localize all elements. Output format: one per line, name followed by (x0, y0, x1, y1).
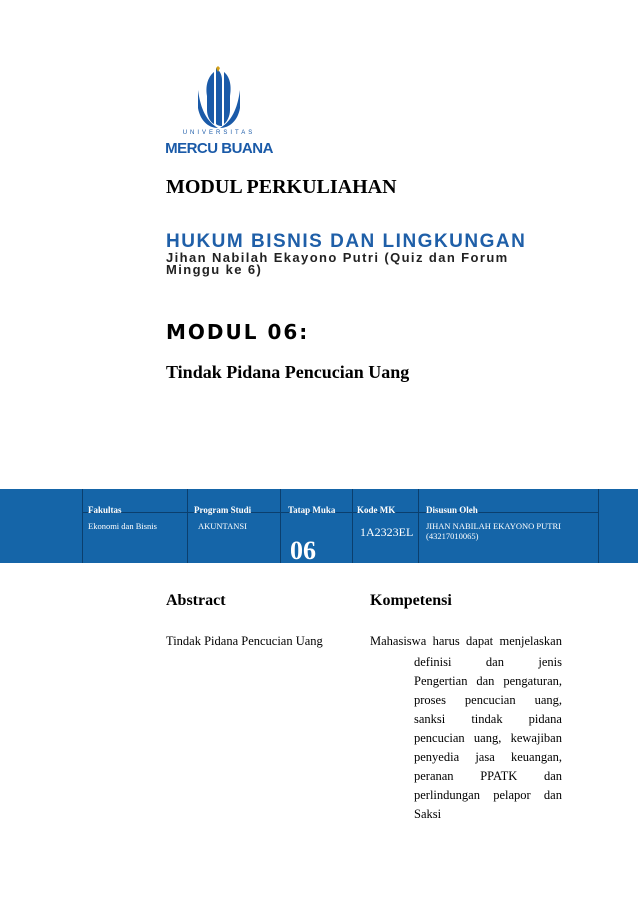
column-divider (187, 489, 188, 563)
kompetensi-word: dan (543, 769, 562, 783)
kompetensi-line (414, 672, 562, 691)
kompetensi-word: dan (543, 788, 562, 802)
modul-topic: Tindak Pidana Pencucian Uang (166, 362, 410, 382)
column-divider (598, 489, 599, 563)
disusun-oleh-nim: (43217010065) (426, 531, 479, 541)
column-divider (418, 489, 419, 563)
kompetensi-word: keuangan, (510, 750, 562, 764)
info-bar-divider (82, 512, 598, 513)
header-tatap-muka: Tatap Muka (288, 505, 336, 515)
kompetensi-word: jasa (475, 750, 495, 764)
disusun-oleh-name: JIHAN NABILAH EKAYONO PUTRI (426, 521, 561, 531)
header-fakultas: Fakultas (88, 505, 122, 515)
header-program-studi: Program Studi (194, 505, 252, 515)
modul-perkuliahan-title: MODUL PERKULIAHAN (166, 176, 397, 198)
kompetensi-word: penyedia (414, 750, 460, 764)
kompetensi-text (414, 653, 562, 824)
kompetensi-word: tindak (471, 712, 503, 726)
logo-name-text: MERCU BUANA (165, 140, 273, 157)
course-subtitle-line1: Jihan Nabilah Ekayono Putri (Quiz dan Forum (166, 250, 509, 265)
abstract-text: Tindak Pidana Pencucian Uang (166, 634, 323, 648)
kompetensi-word: harus (432, 634, 460, 648)
logo-universitas-text: UNIVERSITAS (182, 130, 256, 136)
mercu-buana-emblem-icon (160, 66, 278, 132)
kompetensi-line-first (370, 634, 562, 653)
kompetensi-word: pidana (528, 712, 562, 726)
header-kode-mk: Kode MK (357, 505, 396, 515)
kompetensi-word: perlindungan (414, 788, 480, 802)
course-subtitle-line2: Minggu ke 6) (166, 262, 263, 277)
kompetensi-word: pelapor (493, 788, 531, 802)
info-bar (0, 489, 638, 563)
kompetensi-heading: Kompetensi (370, 592, 452, 609)
fakultas-value: Ekonomi dan Bisnis (88, 521, 157, 531)
kompetensi-word: dan (485, 655, 504, 669)
kompetensi-word: peranan (414, 769, 454, 783)
disusun-oleh-value (426, 521, 561, 541)
kode-mk-value: 1A2323EL (360, 525, 414, 539)
header-disusun-oleh: Disusun Oleh (426, 505, 478, 515)
kompetensi-word: proses (414, 693, 446, 707)
kompetensi-word: definisi (414, 655, 452, 669)
kompetensi-word: PPATK (480, 769, 518, 783)
kompetensi-word: menjelaskan (499, 634, 562, 648)
tatap-muka-value: 06 (290, 536, 316, 565)
kompetensi-line (414, 710, 562, 729)
column-divider (352, 489, 353, 563)
kompetensi-word: pencucian (414, 731, 465, 745)
kompetensi-line (414, 767, 562, 786)
kompetensi-line (414, 691, 562, 710)
course-title: HUKUM BISNIS DAN LINGKUNGAN (166, 231, 527, 252)
kompetensi-word: dan (476, 674, 495, 688)
kompetensi-word: uang, (473, 731, 502, 745)
kompetensi-word: jenis (538, 655, 562, 669)
abstract-heading: Abstract (166, 592, 226, 609)
kompetensi-word: Mahasiswa (370, 634, 427, 648)
kompetensi-line (414, 653, 562, 672)
column-divider (82, 489, 83, 563)
kompetensi-word: pencucian (464, 693, 516, 707)
kompetensi-word: dapat (466, 634, 494, 648)
kompetensi-word: Pengertian (414, 674, 468, 688)
kompetensi-word: pengaturan, (503, 674, 562, 688)
kompetensi-word: uang, (534, 693, 562, 707)
kompetensi-word: sanksi (414, 712, 446, 726)
kompetensi-line (414, 729, 562, 748)
kompetensi-line (414, 748, 562, 767)
modul-number: MODUL 06: (166, 320, 310, 344)
kompetensi-word: kewajiban (510, 731, 562, 745)
course-subtitle (166, 252, 546, 276)
kompetensi-word: Saksi (414, 807, 442, 821)
kompetensi-line (414, 786, 562, 805)
program-studi-value: AKUNTANSI (198, 521, 247, 531)
column-divider (280, 489, 281, 563)
kompetensi-line (414, 805, 562, 824)
